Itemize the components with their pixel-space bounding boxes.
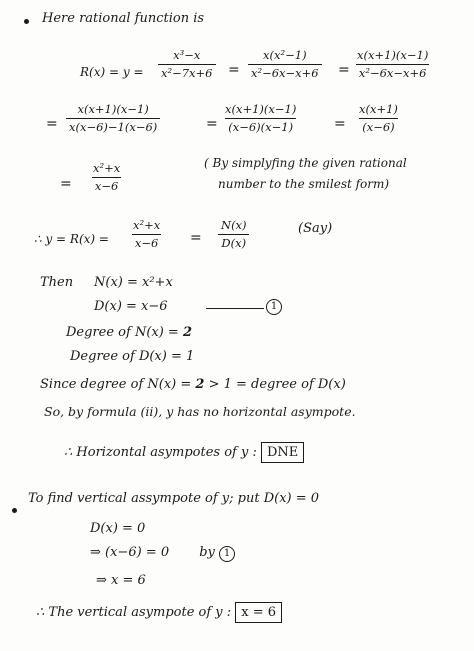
bullet-point xyxy=(12,508,17,513)
step-denominator-zero: D(x) = 0 xyxy=(90,521,146,536)
eq2-fraction-1: $\frac{x(x+1)(x-1)}{x(x-6)-1(x-6)}$ xyxy=(66,104,160,133)
equals-sign: = xyxy=(60,176,72,192)
eq2-fraction-3: $\frac{x(x+1)}{(x-6)}$ xyxy=(359,102,398,134)
eq1-fraction-3: $\frac{x(x+1)(x-1)}{\text{x²−6x−x+6}}$ xyxy=(357,48,429,80)
degree-of-denominator: Degree of D(x) = 1 xyxy=(70,349,195,364)
reference-line xyxy=(206,308,264,309)
simplification-note-line-1: ( By simplyfing the given rational xyxy=(204,156,407,170)
numerator-definition: N(x) = x²+x xyxy=(94,275,173,290)
bullet-point xyxy=(24,19,29,24)
step-factor-zero: ⇒ (x−6) = 0 by 1 xyxy=(90,546,235,562)
equals-sign: = xyxy=(190,230,202,246)
say-note: (Say) xyxy=(298,221,333,236)
eq4-fraction-1: $\frac{\text{x²+x}}{x-6}$ xyxy=(133,218,161,250)
degree-of-numerator: Degree of N(x) = 2 xyxy=(66,325,193,340)
vertical-asymptote-intro: To find vertical assympote of y; put D(x) = 0 xyxy=(28,491,320,506)
degree-numerator-value: 2 xyxy=(182,325,193,340)
equals-sign: = xyxy=(46,116,58,132)
eq4-fraction-2: $\frac{N(x)}{D(x)}$ xyxy=(218,220,250,249)
eq4-lhs: ∴ y = R(x) = xyxy=(34,232,109,246)
then-label: Then xyxy=(40,275,74,290)
vertical-asymptote-line: ∴ The vertical asympote of y : x = 6 xyxy=(36,606,282,619)
equals-sign: = xyxy=(206,116,218,132)
no-horizontal-asymptote-statement: So, by formula (ii), y has no horizontal asympote. xyxy=(44,404,356,419)
equals-sign: = xyxy=(334,116,346,132)
denominator-definition: D(x) = x−6 xyxy=(94,299,168,314)
step-solution: ⇒ x = 6 xyxy=(96,573,146,588)
equals-sign: = xyxy=(228,62,240,78)
horizontal-asymptote-line: ∴ Horizontal asympotes of y : DNE xyxy=(64,446,304,459)
equation-ref-circle: 1 xyxy=(266,299,282,315)
eq1-lhs: R(x) = y = xyxy=(80,65,144,79)
simplification-note-line-2: number to the smilest form) xyxy=(218,177,390,191)
horizontal-asymptote-answer-box: DNE xyxy=(261,442,304,463)
equation-ref-circle: 1 xyxy=(219,546,235,562)
eq2-fraction-2: $\frac{x(x+1)(x-1)}{(x-6)(x-1)}$ xyxy=(225,102,297,134)
eq1-fraction-2: $\frac{\text{x(x²−1)}}{\text{x²−6x−x+6}}$ xyxy=(248,50,322,79)
intro-text: Here rational function is xyxy=(42,11,205,26)
eq3-fraction: $\frac{\text{x²+x}}{x-6}$ xyxy=(93,161,121,193)
eq1-fraction-1: $\frac{\text{x³−x}}{\text{x²−7x+6}}$ xyxy=(158,50,216,79)
equals-sign: = xyxy=(338,62,350,78)
vertical-asymptote-answer-box: x = 6 xyxy=(235,602,282,623)
since-statement: Since degree of N(x) = 2 > 1 = degree of D(x) xyxy=(40,377,346,392)
since-degree-value: 2 xyxy=(195,377,205,392)
